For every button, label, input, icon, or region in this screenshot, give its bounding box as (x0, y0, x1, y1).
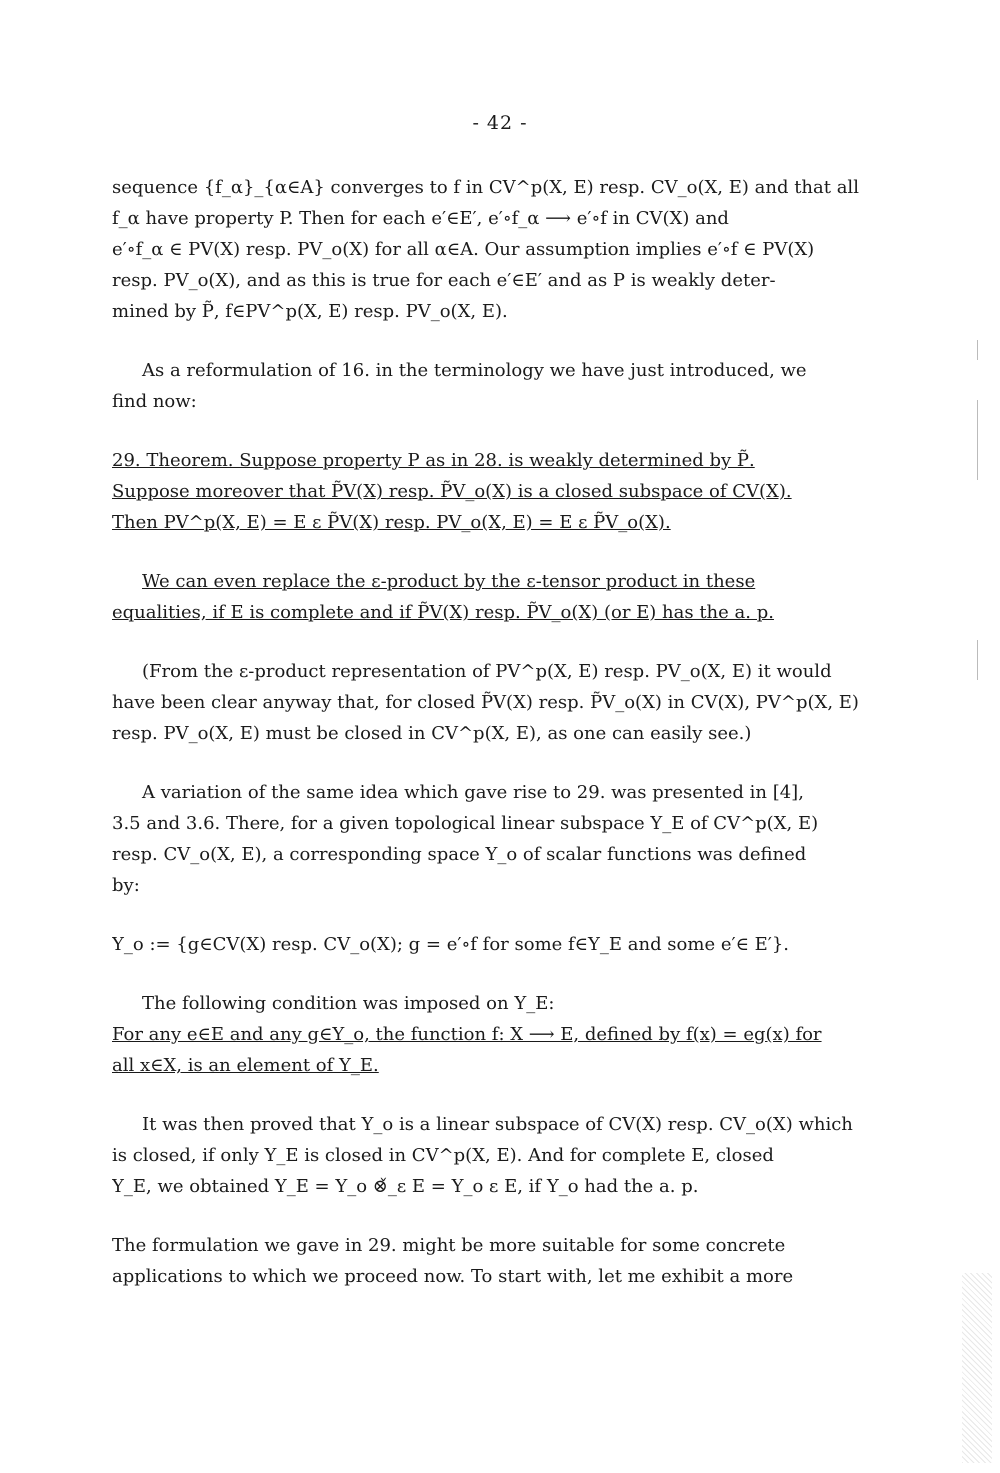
text-line: applications to which we proceed now. To start with, let me exhibit a more (112, 1266, 794, 1287)
paragraph-proved (112, 1109, 902, 1202)
text-line: resp. CV_o(X, E), a corresponding space Y_o of scalar functions was defined (112, 844, 807, 865)
scan-margin-mark (977, 340, 978, 360)
paragraph-reformulation (112, 355, 902, 417)
theorem-remark (112, 566, 902, 628)
text-line: resp. PV_o(X, E) must be closed in CV^p(X, E), as one can easily see.) (112, 723, 752, 744)
text-line: Y_E, we obtained Y_E = Y_o ⊗̌_ε E = Y_o ε E, if Y_o had the a. p. (112, 1176, 699, 1197)
text-line: is closed, if only Y_E is closed in CV^p(X, E). And for complete E, closed (112, 1145, 774, 1166)
text-line: 29. Theorem. Suppose property P as in 28. is weakly determined by P̃. (112, 450, 755, 471)
text-line: have been clear anyway that, for closed P̃V(X) resp. P̃V_o(X) in CV(X), PV^p(X, E) (112, 692, 859, 713)
text-line: by: (112, 875, 140, 896)
scan-artifact (962, 1273, 992, 1463)
page-body (112, 172, 902, 1320)
text-line: The formulation we gave in 29. might be more suitable for some concrete (112, 1235, 786, 1256)
text-line: 3.5 and 3.6. There, for a given topological linear subspace Y_E of CV^p(X, E) (112, 813, 819, 834)
paragraph-variation (112, 777, 902, 901)
text-line: mined by P̃, f∈PV^p(X, E) resp. PV_o(X, E). (112, 301, 508, 322)
text-line: resp. PV_o(X), and as this is true for each e′∈E′ and as P is weakly deter- (112, 270, 776, 291)
theorem-29 (112, 445, 902, 538)
text-line: Y_o := {g∈CV(X) resp. CV_o(X); g = e′∘f for some f∈Y_E and some e′∈ E′}. (112, 934, 790, 955)
scan-margin-mark (977, 640, 978, 680)
text-line: It was then proved that Y_o is a linear subspace of CV(X) resp. CV_o(X) which (142, 1114, 853, 1135)
text-line: f_α have property P. Then for each e′∈E′, e′∘f_α ⟶ e′∘f in CV(X) and (112, 208, 729, 229)
text-line: find now: (112, 391, 197, 412)
text-line: (From the ε-product representation of PV^p(X, E) resp. PV_o(X, E) it would (142, 661, 832, 682)
text-line: We can even replace the ε-product by the ε-tensor product in these (142, 571, 756, 592)
text-line: A variation of the same idea which gave rise to 29. was presented in [4], (142, 782, 804, 803)
page-number: - 42 - (472, 112, 528, 134)
paragraph-parenthetical (112, 656, 902, 749)
paragraph-proof-end (112, 172, 902, 327)
paragraph-formulation (112, 1230, 902, 1292)
paragraph-condition (112, 988, 902, 1081)
text-line: Then PV^p(X, E) = E ε P̃V(X) resp. PV_o(X, E) = E ε P̃V_o(X). (112, 512, 671, 533)
scan-margin-mark (977, 400, 978, 480)
definition-yo (112, 929, 902, 960)
text-line: Suppose moreover that P̃V(X) resp. P̃V_o(X) is a closed subspace of CV(X). (112, 481, 792, 502)
text-line: e′∘f_α ∈ PV(X) resp. PV_o(X) for all α∈A. Our assumption implies e′∘f ∈ PV(X) (112, 239, 815, 260)
text-line: sequence {f_α}_{α∈A} converges to f in CV^p(X, E) resp. CV_o(X, E) and that all (112, 177, 859, 198)
text-line: equalities, if E is complete and if P̃V(X) resp. P̃V_o(X) (or E) has the a. p. (112, 602, 774, 623)
text-line: For any e∈E and any g∈Y_o, the function f: X ⟶ E, defined by f(x) = eg(x) for (112, 1024, 822, 1045)
text-line: The following condition was imposed on Y_E: (142, 993, 555, 1014)
text-line: As a reformulation of 16. in the terminology we have just introduced, we (142, 360, 807, 381)
text-line: all x∈X, is an element of Y_E. (112, 1055, 379, 1076)
